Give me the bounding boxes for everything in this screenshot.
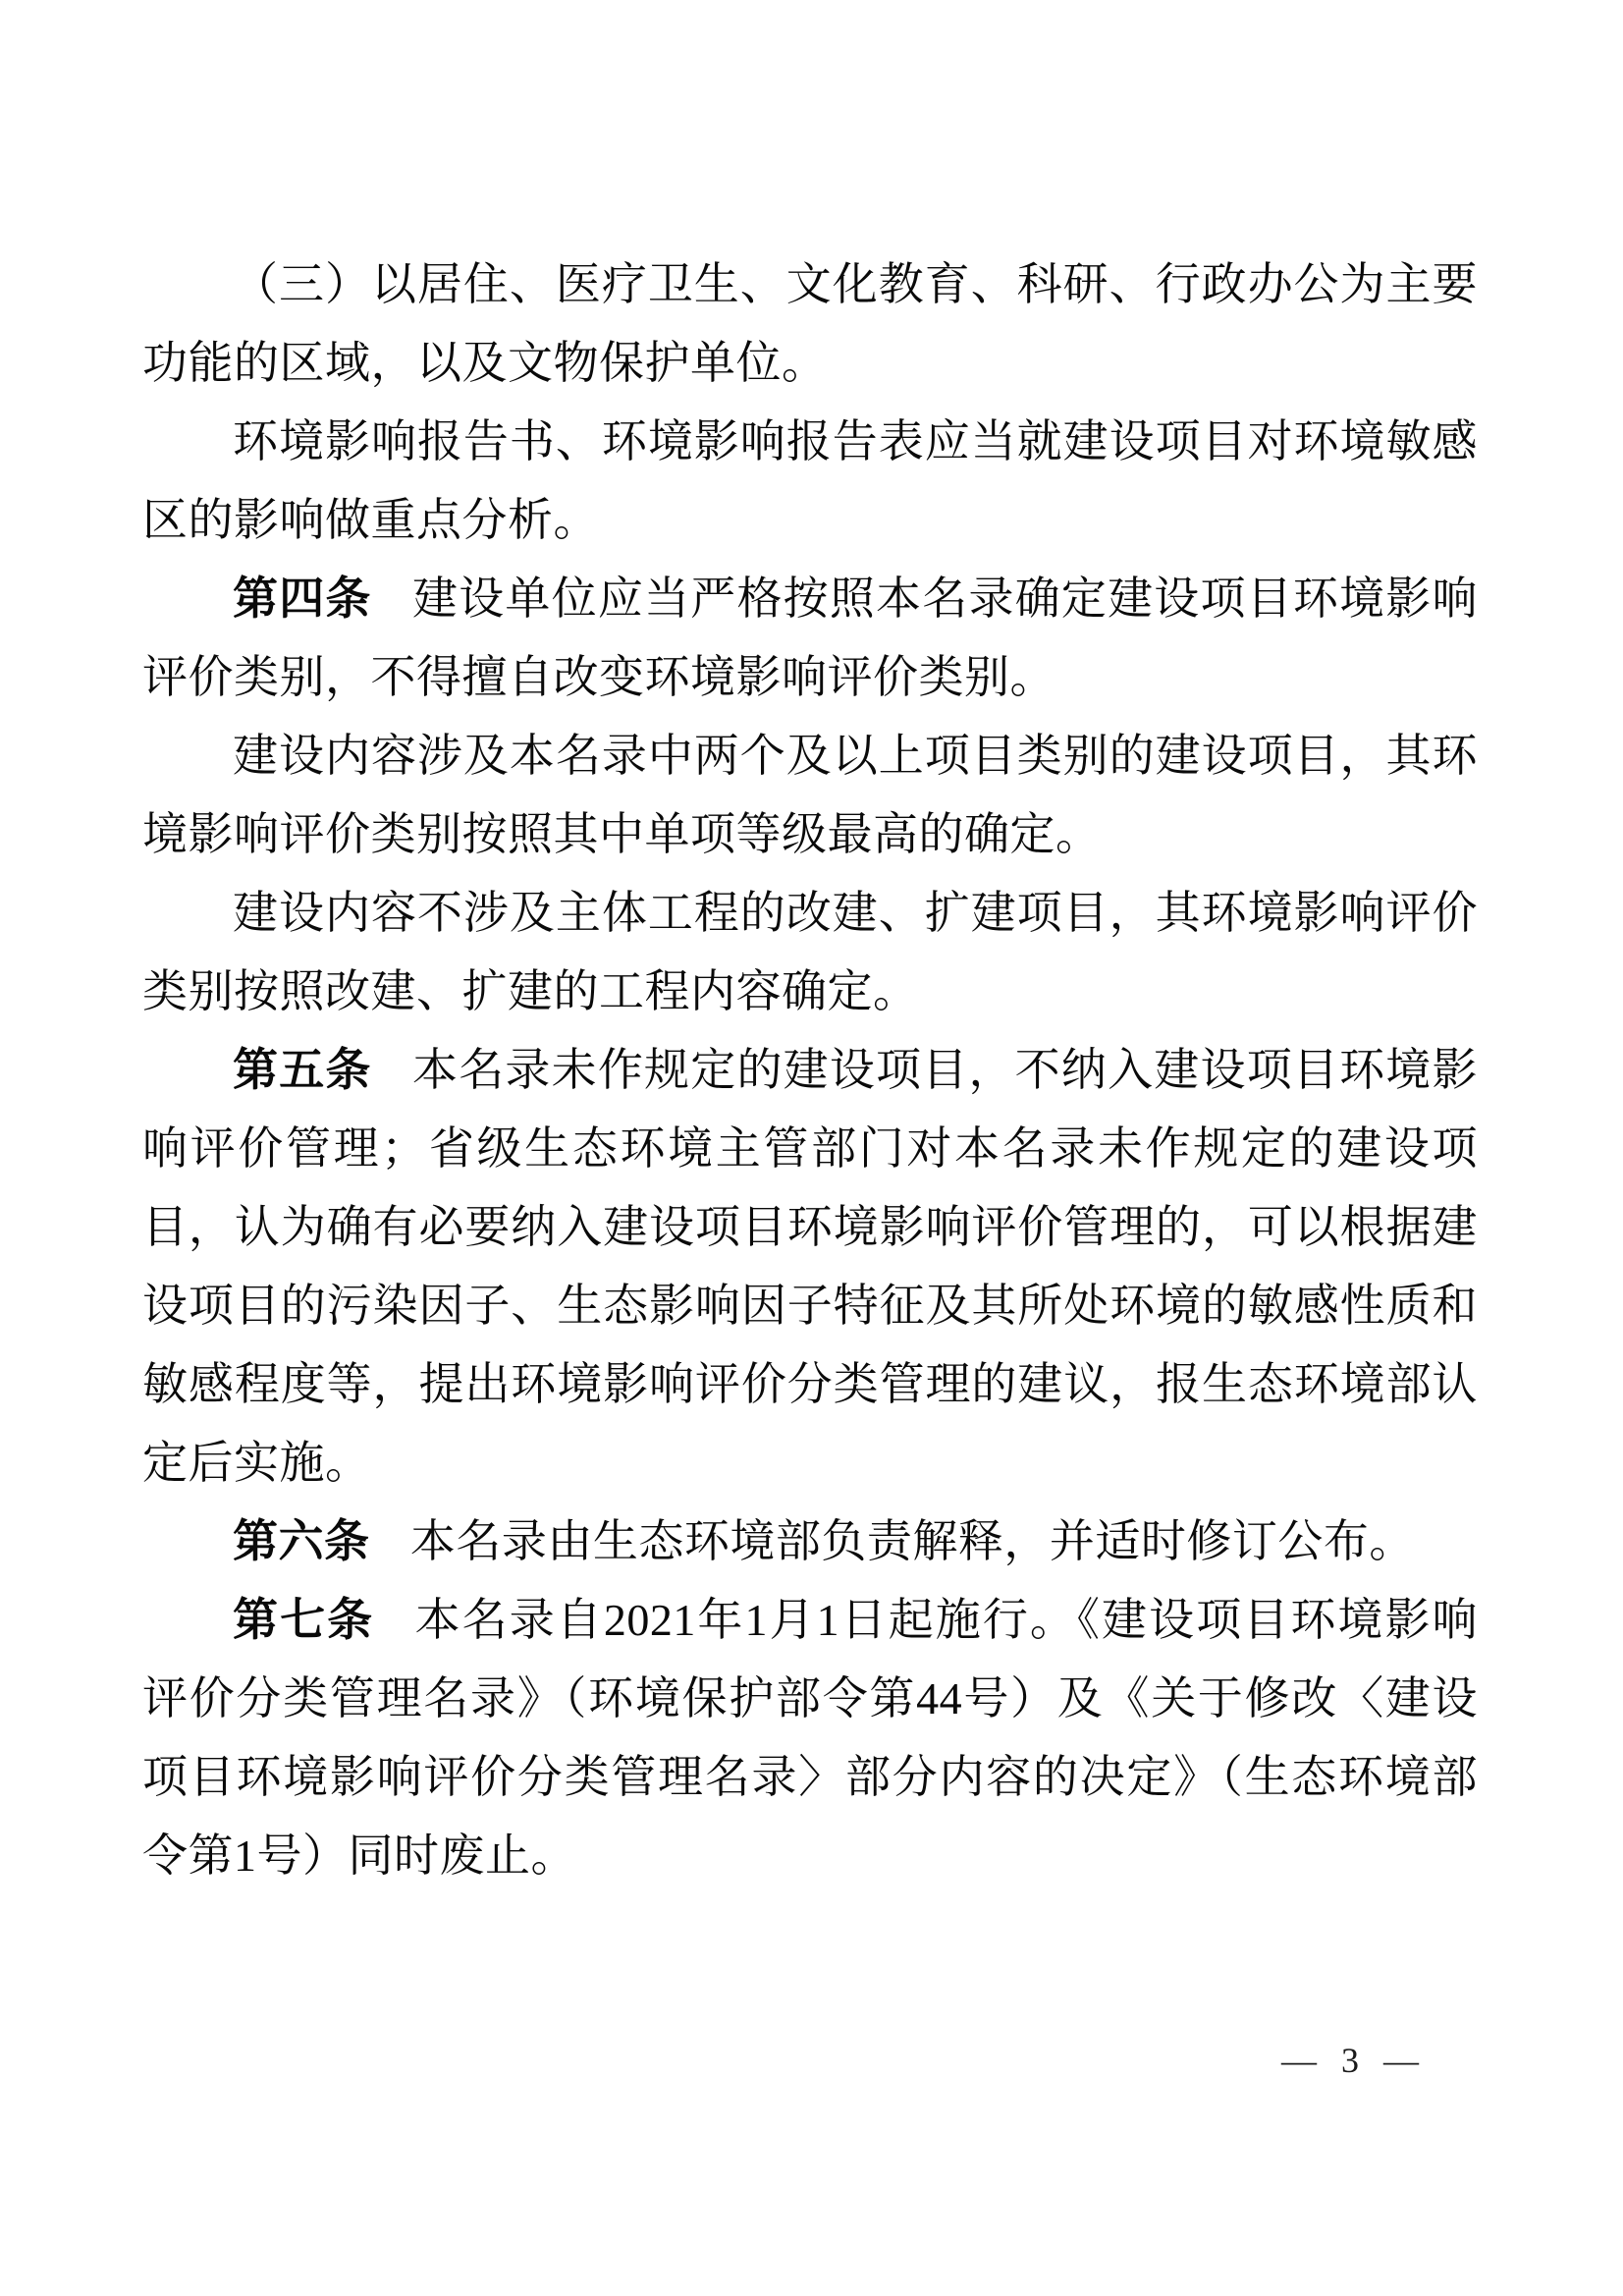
paragraph	[142, 1503, 1478, 1581]
paragraph-text: （三）以居住、医疗卫生、文化教育、科研、行政办公为主要功能的区域，以及文物保护单位。	[142, 259, 1478, 388]
page-number: — 3 —	[1281, 2041, 1419, 2080]
paragraph-text: 本名录由生态环境部负责解释，并适时修订公布。	[409, 1516, 1415, 1566]
paragraph-text: 建设单位应当严格按照本名录确定建设项目环境影响评价类别，不得擅自改变环境影响评价类别。	[142, 574, 1479, 702]
paragraph-text: 建设内容不涉及主体工程的改建、扩建项目，其环境影响评价类别按照改建、扩建的工程内容确定。	[142, 888, 1478, 1016]
paragraph	[142, 874, 1478, 1031]
paragraph-text: 建设内容涉及本名录中两个及以上项目类别的建设项目，其环境影响评价类别按照其中单项等级最高的确定。	[142, 731, 1478, 859]
clause-number: 第七条	[233, 1595, 375, 1645]
paragraph	[142, 717, 1478, 874]
document-body	[142, 246, 1478, 1895]
paragraph	[142, 560, 1478, 717]
paragraph-text: 本名录未作规定的建设项目，不纳入建设项目环境影响评价管理；省级生态环境主管部门对本名录未作规定的建设项目，认为确有必要纳入建设项目环境影响评价管理的，可以根据建设项目的污染因子、生态影响因子特征及其所处环境的敏感性质和敏感程度等，提出环境影响评价分类管理的建议，报生态环境部认定后实施。	[142, 1045, 1479, 1488]
paragraph-text: 本名录自2021年1月1日起施行。《建设项目环境影响评价分类管理名录》（环境保护部令第44号）及《关于修改〈建设项目环境影响评价分类管理名录〉部分内容的决定》（生态环境部令第1号）同时废止。	[142, 1595, 1479, 1881]
clause-number: 第六条	[233, 1516, 370, 1566]
paragraph	[142, 246, 1478, 403]
paragraph	[142, 1031, 1478, 1503]
paragraph	[142, 403, 1478, 560]
clause-number: 第四条	[233, 574, 372, 624]
clause-number: 第五条	[233, 1045, 372, 1095]
paragraph-text: 环境影响报告书、环境影响报告表应当就建设项目对环境敏感区的影响做重点分析。	[142, 416, 1478, 545]
paragraph	[142, 1581, 1478, 1895]
